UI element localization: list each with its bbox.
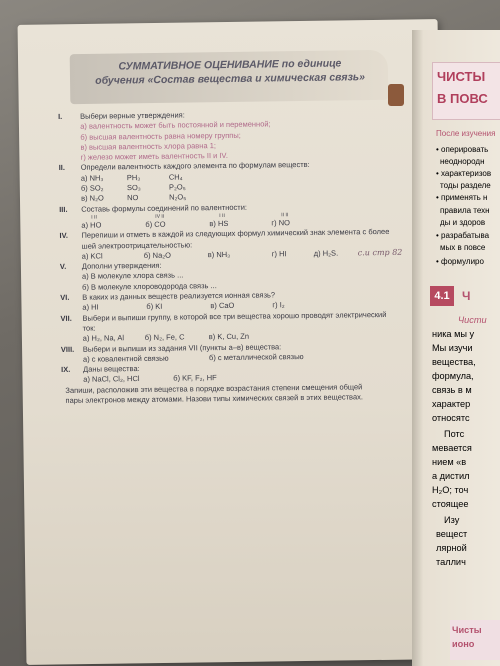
illustration-icon (388, 84, 404, 106)
task-3: III. Составь формулы соединений по валентности: (59, 202, 248, 214)
task-8: VIII. Выбери и выпиши из задания VII (пункты а–в) вещества: (60, 341, 282, 354)
formula-row: в) N₂O NO N₂O₅ (81, 192, 187, 204)
task-2: II. Определи валентность каждого элемента по формулам веществ: (58, 160, 310, 173)
formula-row: а) H₂, Na, Al б) N₂, Fe, C в) K, Cu, Zn (82, 331, 250, 343)
right-body-line: вещест (436, 529, 468, 539)
formula-row: а) HI б) KI в) CaO г) I₂ (82, 300, 285, 313)
valence-row: I II IV II I II II II (91, 212, 289, 221)
right-body-line: стоящее (432, 499, 469, 509)
task-7: VII. Выбери и выпиши группу, в которой все три вещества хорошо проводят электрический (60, 309, 387, 323)
right-body-line: связь в м (432, 385, 472, 395)
right-body-line: таллич (436, 557, 466, 567)
right-body-line: лярной (436, 543, 467, 553)
right-body-line: относятс (432, 413, 470, 423)
right-bullet: • применять н (436, 193, 488, 202)
task-text: ток: (82, 323, 96, 333)
right-bullet: • оперировать (436, 145, 489, 154)
option: а) В молекуле хлора связь ... (81, 270, 184, 282)
right-bullet: неоднородн (440, 157, 485, 166)
task-1: I. Выбери верные утверждения: (58, 110, 185, 121)
right-body-line: мевается (432, 443, 472, 453)
right-footer-subtitle: ионо (452, 639, 475, 649)
right-bullet: тоды разделе (440, 181, 491, 190)
right-body-line: характер (432, 399, 471, 409)
title-line-1: СУММАТИВНОЕ ОЦЕНИВАНИЕ по единице (118, 57, 342, 73)
handwritten-note: с.и стр 82 (357, 247, 403, 258)
right-body-line: вещества, (432, 357, 476, 367)
formula-row: а) KCl б) Na₂O в) NH₃ г) HI д) H₂S. с.и стр 82 (81, 247, 403, 261)
right-body-line: Чисти (458, 315, 487, 325)
right-page-header (432, 62, 500, 120)
section-number: 4.1 (430, 286, 454, 306)
right-footer-title: Чисты (452, 625, 482, 635)
task-text: шей электроотрицательностью: (81, 239, 193, 251)
right-body-line: нием «в (432, 457, 467, 467)
option: в) высшая валентность хлора равна 1; (80, 140, 216, 152)
right-heading-1: ЧИСТЫ (437, 69, 486, 84)
assessment-content (58, 107, 442, 406)
task-text: пары электронов между атомами. Назови типы химических связей в этих веществах. (65, 392, 363, 405)
right-intro: После изучения (436, 129, 496, 138)
right-bullet: ды и здоров (440, 218, 486, 227)
formula-row: а) NH₃ PH₃ CH₄ (80, 172, 183, 183)
right-body-line: формула, (432, 371, 474, 381)
right-body-line: Изу (444, 515, 460, 525)
task-4: IV. Перепиши и отметь в каждой из следующих формул химический знак элемента с более (59, 227, 390, 241)
formula-row: б) SO₂ SO₃ P₂O₅ (80, 182, 186, 193)
right-body-line: Потс (444, 429, 465, 439)
right-body-line: Мы изучи (432, 343, 473, 353)
right-bullet: мых в повсе (440, 243, 486, 252)
task-9: IX. Даны вещества: (61, 364, 140, 375)
right-body-line: а дистил (432, 471, 470, 481)
right-bullet: • формулиро (436, 257, 484, 266)
task-6: VI. В каких из данных веществ реализуется ионная связь? (60, 290, 276, 303)
section-title: Ч (462, 289, 471, 303)
option: г) железо может иметь валентность II и IV. (80, 151, 228, 162)
task-text: Запиши, расположив эти вещества в порядке возрастания степени смещения общей (65, 382, 363, 395)
right-bullet: • разрабатыва (436, 231, 490, 240)
right-bullet: • характеризов (436, 169, 492, 178)
right-body-line: H₂O; точ (432, 485, 469, 495)
right-bullet: правила техн (440, 206, 490, 215)
formula-row: а) NaCl, Cl₂, HCl б) KF, F₂, HF (83, 373, 217, 385)
right-heading-2: В ПОВС (437, 91, 488, 106)
option: б) высшая валентность равна номеру группы; (80, 130, 241, 142)
formula-row: а) HO б) CO в) HS г) NO (81, 218, 291, 230)
option: б) В молекуле хлороводорода связь ... (82, 280, 217, 292)
task-5: V. Дополни утверждения: (59, 260, 162, 272)
right-body-line: ника мы у (432, 329, 475, 339)
page-title (80, 56, 380, 88)
title-line-2: обучения «Состав вещества и химическая связь» (95, 71, 366, 87)
option-row: а) с ковалентной связью б) с металлической связью (82, 351, 304, 364)
option: а) валентность может быть постоянной и переменной; (80, 119, 271, 132)
